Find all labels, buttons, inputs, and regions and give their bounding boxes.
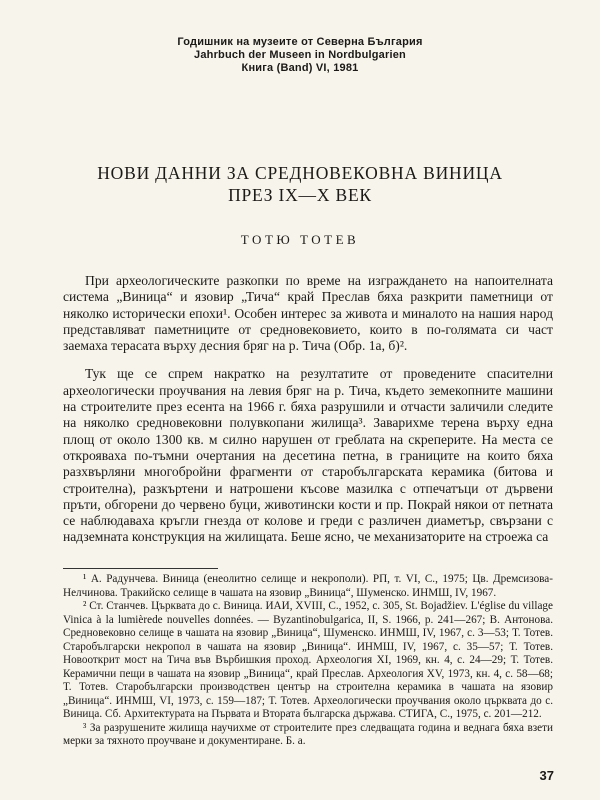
journal-volume: Книга (Band) VI, 1981 — [241, 62, 359, 74]
footnote-divider — [63, 568, 218, 569]
title-line-2: ПРЕЗ IX—X ВЕК — [228, 185, 372, 205]
title-line-1: НОВИ ДАННИ ЗА СРЕДНОВЕКОВНА ВИНИЦА — [97, 163, 503, 183]
paragraph-1: При археологическите разкопки по време на изграждането на напоителната система „Виница“ и язовир „Тича“ край Преслав бяха разкрити паметници от няколко исторически епохи¹. Особен интерес за живота и миналото на нашия народ представляват паметниците от средновековието, които в по-голямата си част заемаха терасата върху десния бряг на р. Тича (Обр. 1а, б)². — [63, 273, 553, 354]
author: ТОТЮ ТОТЕВ — [240, 232, 360, 247]
footnotes — [63, 573, 553, 749]
paragraph-2: Тук ще се спрем накратко на резултатите от проведените спасителни археологически проучвания на левия бряг на р. Тича, където земекопните машини на строителите през есента на 1966 г. бяха разрушили и отчасти заличили следите на няколко средновековни полувкопани жилища³. Заварихме терена върху една площ от около 1300 кв. м силно нарушен от греблата на скреперите. На места се открояваха по-тъмни очертания на десетина петна, в границите на които бяха разхвърляни многобройни фрагменти от старобългарската керамика (битова и строителна), разкъртени и натрошени късове мазилка с отпечатъци от дървени пръти, обгорени до червено буци, животински кости и пр. Покрай някои от петната се наблюдаваха кръгли гнезда от колове и греди с различен диаметър, свързани с надземната конструкция на жилищата. Беше ясно, че механизаторите на строежа са — [63, 366, 553, 545]
journal-name-bg: Годишник на музеите от Северна България — [177, 36, 423, 48]
footnote-1: ¹ А. Радунчева. Виница (енеолитно селище и некрополи). РП, т. VI, С., 1975; Цв. Дремсизова-Нелчинова. Тракийско селище в чашата на язовир „Виница“, Шуменско. ИНМШ, IV, 1967. — [63, 573, 553, 599]
article-body — [63, 273, 553, 546]
page-number: 37 — [539, 768, 554, 783]
footnote-3: ³ За разрушените жилища научихме от строителите през следващата година и веднага бяха взети мерки за тяхното проучване и документиране. Б. а. — [63, 721, 553, 747]
footnote-2: ² Ст. Станчев. Църквата до с. Виница. ИАИ, XVIII, С., 1952, с. 305, St. Bojadžiev. L'église du village Vinica à la lumièrede nouvelles données. — Byzantinobulgarica, II, S. 1966, p. 241—267; В. Антонова. Средновековно селище в чашата на язовир „Виница“, Шуменско. ИНМШ, IV, 1967, с. 3—53; Т. Тотев. Старобългарски некропол в чашата на язовир „Виница“. ИНМШ, IV, 1967, с. 35—57; Т. Тотев. Новооткрит мост на Тича във Върбишкия проход. Археология XI, 1969, кн. 4, с. 24—29; Т. Тотев. Керамични пещи в чашата на язовир „Виница“, край Преслав. Археология XV, 1973, кн. 4, с. 58—68; Т. Тотев. Старобългарски производствен център на строителна керамика в чашата на язовир „Виница“. ИНМШ, VI, 1973, с. 159—187; Т. Тотев. Археологически проучвания около църквата до с. Виница. Сб. Архитектурата на Първата и Втората българска държава. СТИГА, С., 1975, с. 201—212. — [63, 600, 553, 720]
article-title — [0, 162, 600, 206]
journal-header — [0, 36, 600, 75]
journal-name-de: Jahrbuch der Museen in Nordbulgarien — [194, 49, 406, 61]
